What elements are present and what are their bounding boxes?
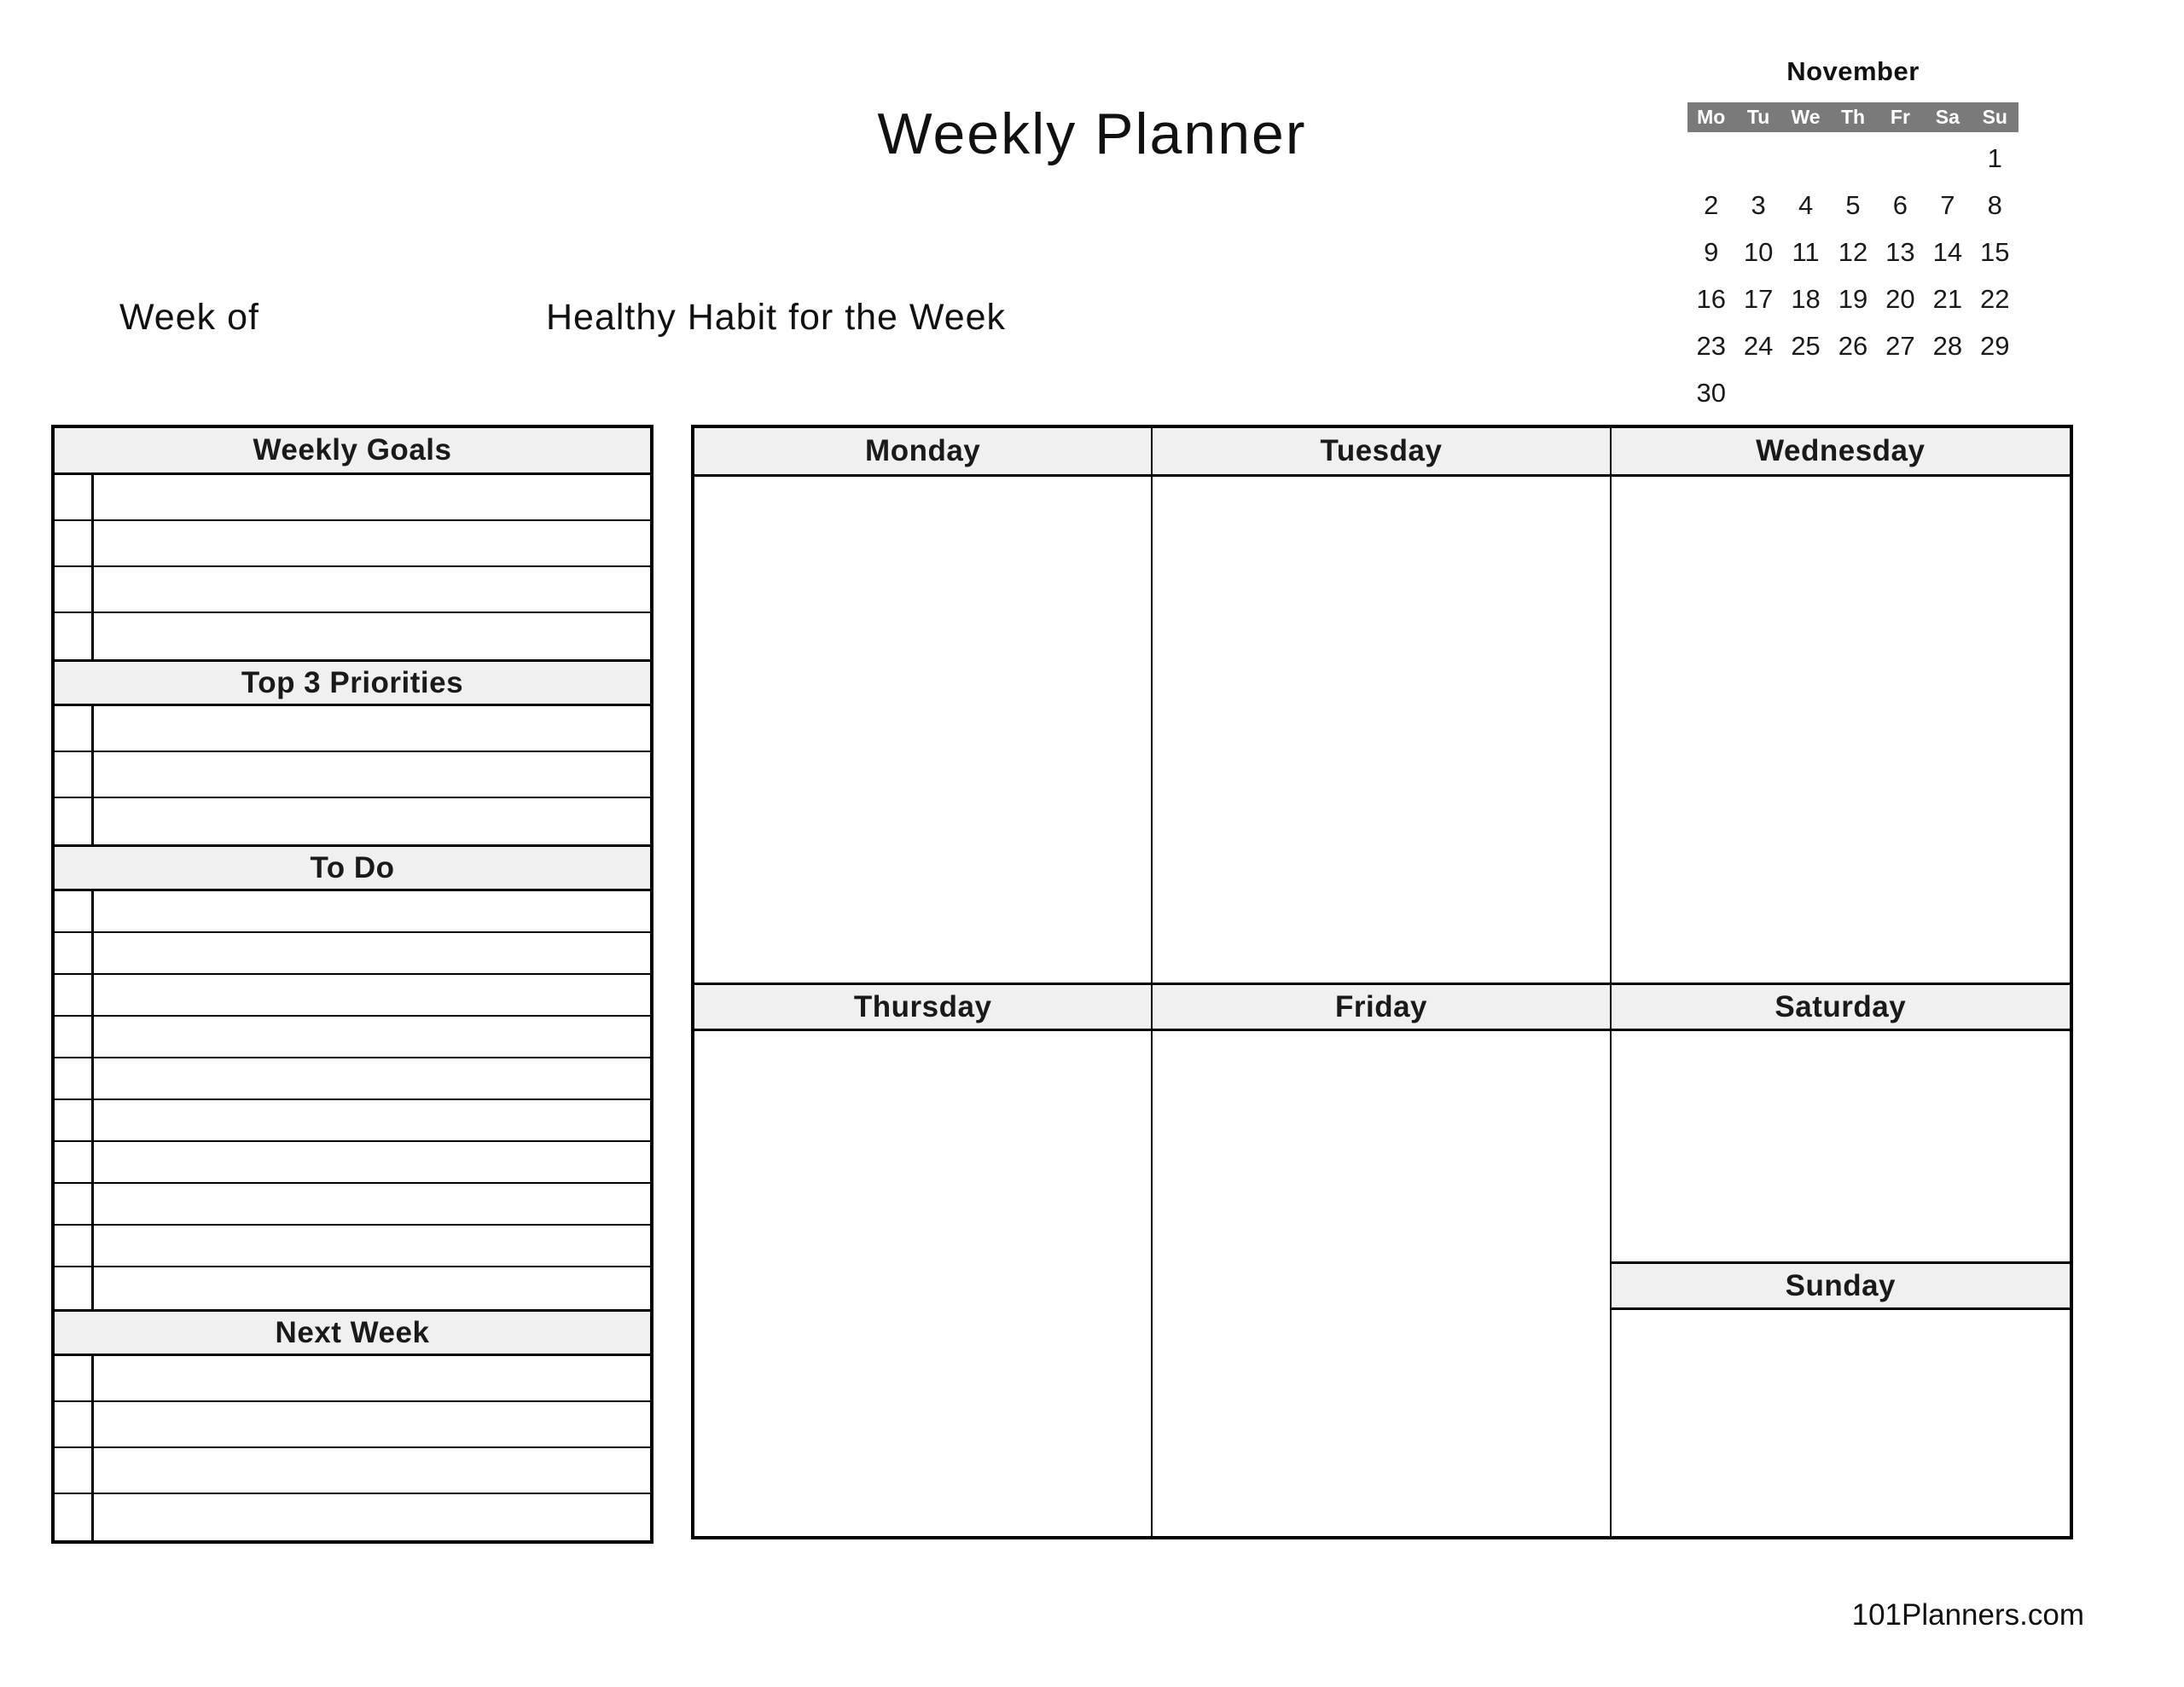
page-title: Weekly Planner [877, 101, 1307, 166]
sidebar-line-row [55, 975, 650, 1017]
calendar-date: 8 [1987, 189, 2002, 220]
calendar-date: 30 [1696, 377, 1726, 408]
writing-line-cell [94, 1267, 650, 1309]
writing-line-cell [94, 1100, 650, 1140]
checkbox-cell [55, 521, 94, 565]
checkbox-cell [55, 798, 94, 844]
wednesday-header: Wednesday [1612, 428, 2070, 477]
week-of-label: Week of [119, 297, 259, 338]
next-week-rows [55, 1356, 650, 1540]
checkbox-cell [55, 933, 94, 973]
writing-line-cell [94, 475, 650, 519]
calendar-month-label: November [1786, 56, 1920, 86]
writing-line-cell [94, 1402, 650, 1446]
calendar-date: 26 [1838, 330, 1868, 361]
friday-cell [1153, 1031, 1609, 1536]
calendar-date: 16 [1696, 283, 1726, 314]
next-week-header: Next Week [55, 1309, 650, 1356]
calendar-dates-grid [1687, 135, 2018, 416]
sidebar-line-row [55, 706, 650, 752]
calendar-weekday-header [1687, 102, 2018, 132]
tuesday-cell [1153, 477, 1609, 983]
checkbox-cell [55, 1058, 94, 1099]
checkbox-cell [55, 891, 94, 931]
writing-line-cell [94, 521, 650, 565]
thursday-header: Thursday [694, 983, 1151, 1031]
checkbox-cell [55, 1356, 94, 1400]
calendar-date: 7 [1940, 189, 1955, 220]
calendar-date: 1 [1987, 142, 2002, 173]
sidebar-line-row [55, 1494, 650, 1540]
calendar-date: 5 [1845, 189, 1861, 220]
writing-line-cell [94, 891, 650, 931]
column-tuesday-friday [1153, 428, 1611, 1536]
checkbox-cell [55, 1184, 94, 1224]
checkbox-cell [55, 567, 94, 612]
checkbox-cell [55, 1448, 94, 1493]
calendar-weekday-label: Tu [1746, 106, 1770, 128]
checkbox-cell [55, 1267, 94, 1309]
calendar-date: 24 [1743, 330, 1774, 361]
calendar-date: 6 [1892, 189, 1908, 220]
sidebar-line-row [55, 1184, 650, 1226]
friday-header: Friday [1153, 983, 1609, 1031]
sidebar-line-row [55, 475, 650, 521]
checkbox-cell [55, 706, 94, 751]
column-wednesday-saturday-sunday [1612, 428, 2070, 1536]
sidebar-line-row [55, 933, 650, 975]
sidebar-line-row [55, 1267, 650, 1309]
calendar-date: 18 [1791, 283, 1821, 314]
column-monday-thursday [694, 428, 1153, 1536]
calendar-date: 3 [1751, 189, 1766, 220]
checkbox-cell [55, 1226, 94, 1266]
weekly-goals-rows [55, 475, 650, 659]
calendar-weekday-label: Sa [1935, 106, 1960, 128]
writing-line-cell [94, 975, 650, 1015]
calendar-weekday-label: Su [1982, 106, 2007, 128]
weekly-goals-header: Weekly Goals [55, 428, 650, 475]
to-do-header: To Do [55, 844, 650, 891]
calendar-date: 21 [1932, 283, 1963, 314]
writing-line-cell [94, 798, 650, 844]
checkbox-cell [55, 1100, 94, 1140]
sidebar-line-row [55, 798, 650, 844]
writing-line-cell [94, 1017, 650, 1057]
writing-line-cell [94, 1058, 650, 1099]
calendar-date: 28 [1932, 330, 1963, 361]
sidebar-line-row [55, 1100, 650, 1142]
checkbox-cell [55, 1402, 94, 1446]
sidebar-line-row [55, 1356, 650, 1402]
calendar-date: 19 [1838, 283, 1868, 314]
writing-line-cell [94, 1448, 650, 1493]
calendar-date: 29 [1980, 330, 2010, 361]
sidebar-line-row [55, 521, 650, 567]
sidebar-line-row [55, 1448, 650, 1494]
calendar-date: 20 [1885, 283, 1915, 314]
writing-line-cell [94, 933, 650, 973]
week-grid [691, 425, 2073, 1539]
saturday-header: Saturday [1612, 983, 2070, 1031]
sidebar-line-row [55, 752, 650, 798]
calendar-date: 9 [1704, 236, 1719, 267]
writing-line-cell [94, 1494, 650, 1540]
wednesday-cell [1612, 477, 2070, 983]
calendar-date: 23 [1696, 330, 1726, 361]
sidebar-line-row [55, 1142, 650, 1184]
calendar-date: 15 [1980, 236, 2010, 267]
checkbox-cell [55, 752, 94, 797]
calendar-weekday-label: Th [1840, 106, 1866, 128]
calendar-weekday-label: Fr [1890, 106, 1910, 128]
sidebar-line-row [55, 613, 650, 659]
checkbox-cell [55, 475, 94, 519]
calendar-date: 25 [1791, 330, 1821, 361]
checkbox-cell [55, 1494, 94, 1540]
sidebar-line-row [55, 1058, 650, 1100]
calendar-weekday-label: We [1791, 106, 1821, 128]
sidebar-line-row [55, 1402, 650, 1448]
sunday-cell [1612, 1310, 2070, 1536]
checkbox-cell [55, 1142, 94, 1182]
calendar-date: 27 [1885, 330, 1915, 361]
site-credit: 101Planners.com [1851, 1598, 2084, 1632]
tuesday-header: Tuesday [1153, 428, 1609, 477]
sidebar-panel [51, 425, 653, 1544]
calendar-date: 12 [1838, 236, 1868, 267]
calendar-date: 22 [1980, 283, 2010, 314]
checkbox-cell [55, 613, 94, 659]
writing-line-cell [94, 567, 650, 612]
calendar-date: 14 [1932, 236, 1963, 267]
healthy-habit-label: Healthy Habit for the Week [546, 297, 1007, 338]
sidebar-line-row [55, 567, 650, 613]
calendar-date: 17 [1743, 283, 1774, 314]
writing-line-cell [94, 1184, 650, 1224]
writing-line-cell [94, 613, 650, 659]
sidebar-line-row [55, 1017, 650, 1058]
writing-line-cell [94, 752, 650, 797]
thursday-cell [694, 1031, 1151, 1536]
to-do-rows [55, 891, 650, 1309]
writing-line-cell [94, 1356, 650, 1400]
checkbox-cell [55, 1017, 94, 1057]
top-priorities-rows [55, 706, 650, 844]
saturday-cell [1612, 1031, 2070, 1261]
writing-line-cell [94, 1142, 650, 1182]
sidebar-line-row [55, 1226, 650, 1267]
calendar-date: 4 [1798, 189, 1814, 220]
top-priorities-header: Top 3 Priorities [55, 659, 650, 706]
monday-header: Monday [694, 428, 1151, 477]
writing-line-cell [94, 706, 650, 751]
sidebar-line-row [55, 891, 650, 933]
calendar-date: 2 [1704, 189, 1719, 220]
sunday-header: Sunday [1612, 1261, 2070, 1310]
calendar-date: 13 [1885, 236, 1915, 267]
calendar-date: 11 [1792, 236, 1820, 267]
calendar-weekday-label: Mo [1697, 106, 1726, 128]
checkbox-cell [55, 975, 94, 1015]
mini-calendar [1687, 56, 2018, 416]
monday-cell [694, 477, 1151, 983]
calendar-date: 10 [1743, 236, 1774, 267]
writing-line-cell [94, 1226, 650, 1266]
